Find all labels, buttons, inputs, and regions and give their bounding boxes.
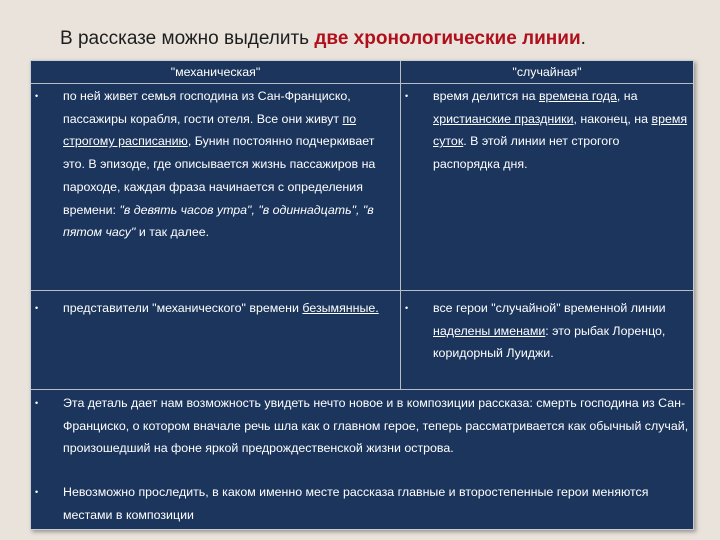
bullet-marker: • <box>405 91 409 101</box>
text-run: . В этой линии нет строгого распорядка дня. <box>433 134 620 172</box>
row1-random-cell <box>433 85 689 176</box>
text-run: все герои "случайной" временной линии <box>433 301 666 315</box>
text-run: , наконец, на <box>573 111 652 126</box>
column-divider <box>400 61 401 389</box>
text-run: и так далее. <box>135 225 210 240</box>
conclusion-text-1: Эта деталь дает нам возможность увидеть нечто новое и в композиции рассказа: смерть господина из Сан-Франциско, о котором вначале речь шла как о главном герое, теперь рассматривается как обычный случай, произошедший на фоне яркой предрождественской жизни острова. <box>63 396 689 456</box>
conclusion-text-2: Невозможно проследить, в каком именно месте рассказа главные и второстепенные герои меняются местами в композиции <box>63 485 649 522</box>
row2-mechanical-cell <box>63 297 381 320</box>
row2-random-text <box>433 297 683 365</box>
underlined-phrase: по строгому расписанию <box>63 111 357 149</box>
row1-random-text <box>433 85 689 176</box>
slide-title <box>60 28 700 50</box>
row-divider-1 <box>31 290 693 291</box>
row2-random-cell <box>433 297 683 365</box>
row3-paragraph-2 <box>63 481 689 526</box>
underlined-phrase: времена года <box>538 89 617 103</box>
row1-mechanical-cell <box>63 85 381 244</box>
italic-quote: "в девять часов утра", "в одиннадцать", "в пятом часу" <box>63 202 374 240</box>
header-mechanical: "механическая" <box>170 65 261 79</box>
underlined-phrase: время суток <box>433 111 688 149</box>
row1-mechanical-text <box>63 85 381 244</box>
row3-paragraph-1 <box>63 392 689 460</box>
comparison-table <box>30 60 694 530</box>
bullet-marker: • <box>35 91 39 101</box>
underlined-phrase: безымянные. <box>302 301 379 315</box>
text-run: время делится на <box>433 89 539 103</box>
text-run: : это рыбак Лоренцо, коридорный Луиджи. <box>433 323 666 361</box>
bullet-marker: • <box>35 487 39 497</box>
text-run: по ней живет семья господина из Сан-Франциско, пассажиры корабля, гости отеля. Все они живут <box>63 89 351 126</box>
row-divider-2 <box>31 389 693 390</box>
title-text: В рассказе можно выделить <box>60 28 315 49</box>
header-divider <box>31 83 693 84</box>
underlined-phrase: наделены именами <box>433 323 546 338</box>
text-run: , Бунин постоянно подчеркивает это. В эпизоде, где описывается жизнь пассажиров на пароходе, каждая фраза начинается с определения времени: <box>63 134 376 217</box>
text-run: представители "механического" времени <box>63 301 303 315</box>
row2-mechanical-text <box>63 297 381 320</box>
title-period: . <box>580 28 586 49</box>
text-run: , на <box>616 89 638 103</box>
bullet-marker: • <box>405 303 409 313</box>
underlined-phrase: христианские праздники <box>433 111 574 126</box>
title-highlight: две хронологические линии <box>314 28 581 49</box>
bullet-marker: • <box>35 303 39 313</box>
bullet-marker: • <box>35 398 39 408</box>
header-random: "случайная" <box>512 65 582 79</box>
